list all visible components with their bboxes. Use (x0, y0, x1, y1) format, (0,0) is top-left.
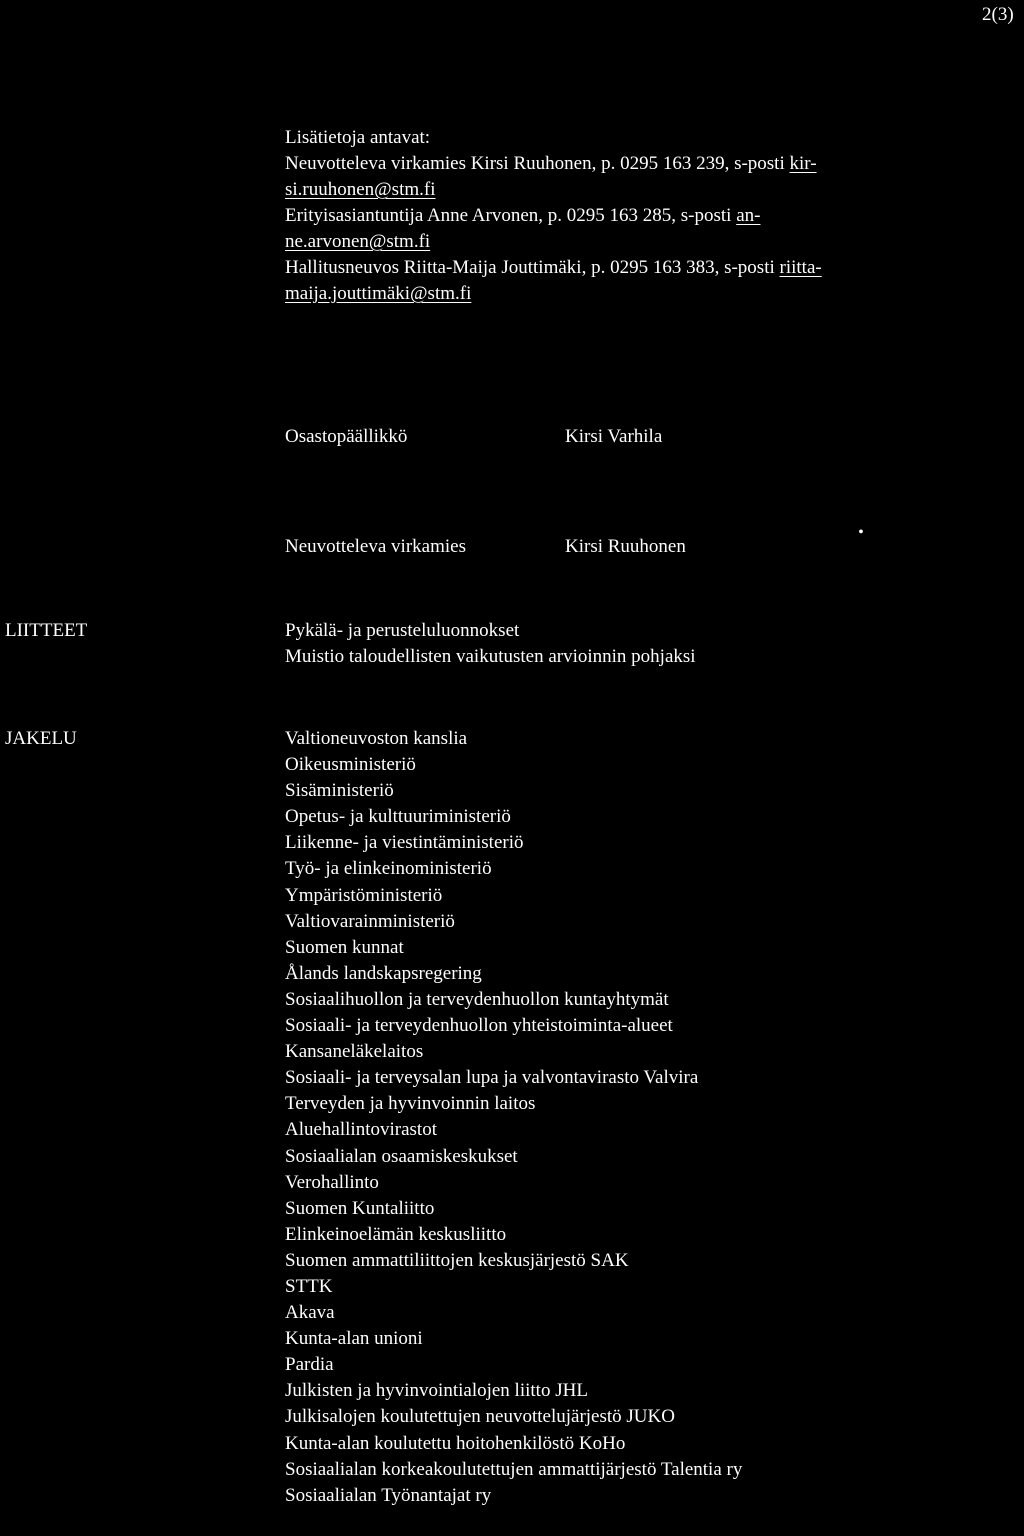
signature-name-2: Kirsi Ruuhonen (565, 536, 686, 557)
email-link-part[interactable]: si.ruuhonen@stm.fi (285, 179, 436, 200)
email-link-part[interactable]: ne.arvonen@stm.fi (285, 231, 431, 252)
distribution-item: Sosiaali- ja terveysalan lupa ja valvontavirasto Valvira (285, 1067, 699, 1089)
contact-line (285, 151, 822, 177)
contact-line (285, 281, 822, 307)
email-link-part[interactable]: riitta- (779, 257, 822, 278)
attachments-label: LIITTEET (5, 620, 88, 641)
distribution-item: Suomen Kuntaliitto (285, 1197, 435, 1219)
distribution-item: Sosiaalialan osaamiskeskukset (285, 1145, 518, 1167)
distribution-item: Valtioneuvoston kanslia (285, 728, 468, 749)
email-link-part[interactable]: maija.jouttimäki@stm.fi (285, 283, 472, 304)
distribution-item: Julkisten ja hyvinvointialojen liitto JHL (285, 1380, 588, 1402)
distribution-item: Julkisalojen koulutettujen neuvottelujärjestö JUKO (285, 1406, 675, 1428)
distribution-item: Sosiaalialan Työnantajat ry (285, 1484, 492, 1506)
signature-name-1: Kirsi Varhila (565, 426, 663, 447)
distribution-item: Suomen ammattiliittojen keskusjärjestö SAK (285, 1249, 629, 1271)
distribution-item: Liikenne- ja viestintäministeriö (285, 832, 524, 854)
distribution-item: Verohallinto (285, 1171, 379, 1193)
contact-lines (285, 151, 822, 307)
attachments-list (285, 618, 696, 670)
distribution-item: Kunta-alan unioni (285, 1328, 423, 1350)
distribution-item: Pardia (285, 1354, 334, 1376)
distribution-item: Valtiovarainministeriö (285, 910, 455, 932)
distribution-item: Suomen kunnat (285, 936, 404, 958)
distribution-item: Aluehallintovirastot (285, 1119, 437, 1141)
contact-text: Erityisasiantuntija Anne Arvonen, p. 0295 163 285, s-posti (285, 205, 737, 226)
distribution-list (285, 726, 742, 1509)
signature-title-2: Neuvotteleva virkamies (285, 536, 466, 557)
contact-text: Hallitusneuvos Riitta-Maija Jouttimäki, p. 0295 163 383, s-posti (285, 257, 780, 278)
contact-line (285, 177, 822, 203)
stray-mark: • (858, 524, 864, 541)
contact-line (285, 229, 822, 255)
email-link-part[interactable]: kir- (789, 153, 817, 174)
page-number: 2(3) (982, 4, 1014, 25)
distribution-item: Sisäministeriö (285, 780, 394, 802)
attachment-item: Pykälä- ja perusteluluonnokset (285, 620, 520, 641)
distribution-item: Sosiaali- ja terveydenhuollon yhteistoiminta-alueet (285, 1015, 673, 1037)
contacts-heading: Lisätietoja antavat: (285, 127, 431, 148)
distribution-item: Sosiaalialan korkeakoulutettujen ammattijärjestö Talentia ry (285, 1458, 743, 1480)
contact-line (285, 203, 822, 229)
contact-text: Neuvotteleva virkamies Kirsi Ruuhonen, p. 0295 163 239, s-posti (285, 153, 790, 174)
distribution-item: Akava (285, 1302, 335, 1324)
distribution-item: Opetus- ja kulttuuriministeriö (285, 806, 511, 828)
distribution-item: Ålands landskapsregering (285, 962, 482, 984)
attachment-item: Muistio taloudellisten vaikutusten arvioinnin pohjaksi (285, 646, 696, 667)
distribution-item: Oikeusministeriö (285, 754, 416, 776)
distribution-item: Terveyden ja hyvinvoinnin laitos (285, 1093, 536, 1115)
distribution-item: Ympäristöministeriö (285, 884, 443, 906)
email-link-part[interactable]: an- (736, 205, 761, 226)
distribution-item: Elinkeinoelämän keskusliitto (285, 1223, 507, 1245)
distribution-item: Kunta-alan koulutettu hoitohenkilöstö KoHo (285, 1432, 626, 1454)
distribution-item: Sosiaalihuollon ja terveydenhuollon kuntayhtymät (285, 988, 669, 1010)
contact-line (285, 255, 822, 281)
contact-block (285, 125, 822, 307)
distribution-item: Kansaneläkelaitos (285, 1041, 424, 1063)
distribution-label: JAKELU (5, 728, 77, 749)
distribution-item: STTK (285, 1275, 333, 1297)
distribution-item: Työ- ja elinkeinoministeriö (285, 858, 492, 880)
signature-title-1: Osastopäällikkö (285, 426, 408, 447)
